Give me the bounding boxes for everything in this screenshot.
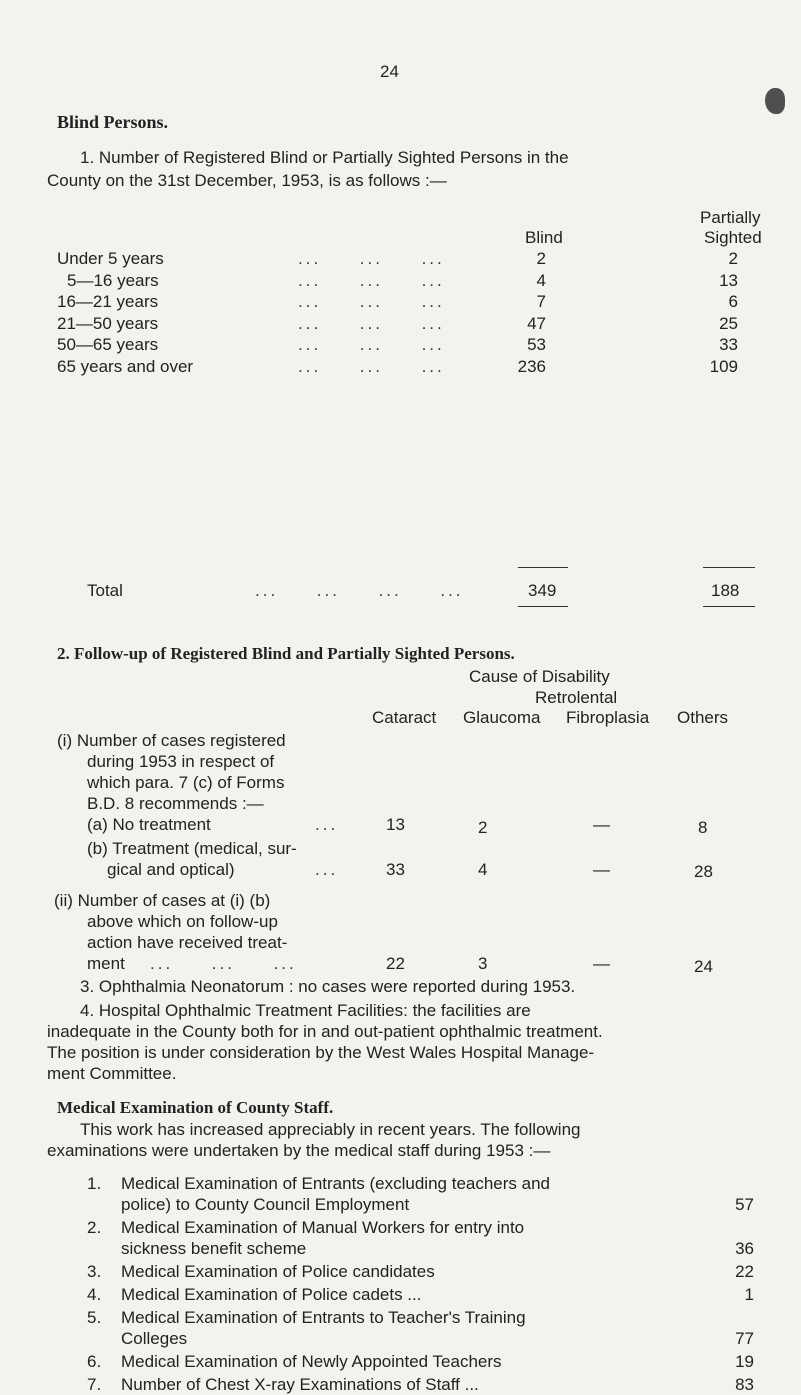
page-number: 24 — [380, 62, 399, 81]
item-value: 36 — [735, 1239, 754, 1258]
partially-sighted-count: 25 — [719, 313, 738, 333]
ii-cataract: 22 — [386, 954, 405, 973]
ii-line-4: ment — [87, 954, 125, 973]
a-glaucoma: 2 — [478, 818, 488, 837]
ii-glaucoma: 3 — [478, 954, 488, 973]
partially-sighted-count: 2 — [728, 249, 738, 268]
ii-leader: ... ... ... — [150, 954, 297, 973]
item-text: Medical Examination of Entrants to Teacher's Training — [121, 1308, 526, 1327]
item-text: Medical Examination of Manual Workers for entry into — [121, 1218, 525, 1237]
item-text: Medical Examination of Newly Appointed Teachers — [121, 1352, 502, 1371]
medical-intro-1: This work has increased appreciably in recent years. The following — [80, 1120, 581, 1139]
item-text: Medical Examination of Entrants (excluding teachers and — [121, 1174, 551, 1193]
item-number: 6. — [87, 1352, 102, 1371]
i-line-3: which para. 7 (c) of Forms — [87, 773, 285, 792]
para-4-line-1: 4. Hospital Ophthalmic Treatment Facilities: the facilities are — [80, 1001, 531, 1020]
ii-fibroplasia: — — [593, 954, 610, 973]
item-number: 3. — [87, 1262, 102, 1281]
a-cataract: 13 — [386, 815, 405, 834]
ii-line-1: (ii) Number of cases at (i) (b) — [54, 891, 271, 910]
col-cataract: Cataract — [372, 708, 437, 727]
cause-heading: Cause of Disability — [469, 667, 610, 686]
col-fibroplasia: Fibroplasia — [566, 708, 650, 727]
medical-intro-2: examinations were undertaken by the medical staff during 1953 :— — [47, 1141, 551, 1160]
item-text: Colleges — [121, 1329, 188, 1348]
b-leader: ... — [315, 860, 339, 879]
para-4-line-2: inadequate in the County both for in and out-patient ophthalmic treatment. — [47, 1022, 603, 1041]
item-number: 7. — [87, 1375, 102, 1394]
item-text: Number of Chest X-ray Examinations of Staff ... — [121, 1375, 479, 1394]
partially-sighted-count: 109 — [709, 356, 738, 376]
age-group-label: Under 5 years — [57, 249, 164, 268]
total-blind: 349 — [528, 581, 557, 600]
partially-sighted-count: 13 — [719, 270, 738, 290]
item-value: 83 — [735, 1375, 754, 1394]
para-4-line-4: ment Committee. — [47, 1064, 177, 1083]
total-rule-bottom-blind — [518, 606, 568, 607]
dot-leader: ... ... ... — [298, 292, 445, 311]
item-number: 4. — [87, 1285, 102, 1304]
a-leader: ... — [315, 815, 339, 834]
para-3: 3. Ophthalmia Neonatorum : no cases were reported during 1953. — [80, 977, 576, 996]
total-rule-top-partial — [703, 567, 755, 568]
dot-leader: ... ... ... — [298, 335, 445, 354]
blind-count: 53 — [527, 335, 546, 354]
total-partial: 188 — [711, 581, 740, 600]
b-cataract: 33 — [386, 860, 405, 879]
b-line-1: (b) Treatment (medical, sur- — [87, 839, 297, 858]
b-others: 28 — [694, 862, 713, 881]
item-number: 1. — [87, 1174, 102, 1193]
col-glaucoma: Glaucoma — [463, 708, 541, 727]
dot-leader: ... ... ... — [298, 356, 445, 376]
a-label: (a) No treatment — [87, 815, 211, 834]
age-group-label: 16—21 years — [57, 292, 159, 311]
dot-leader: ... ... ... — [298, 270, 445, 290]
item-text: Medical Examination of Police cadets ... — [121, 1285, 422, 1304]
item-value: 19 — [735, 1352, 754, 1371]
item-text: police) to County Council Employment — [121, 1195, 410, 1214]
item-text: sickness benefit scheme — [121, 1239, 307, 1258]
blind-count: 7 — [536, 292, 546, 311]
b-fibroplasia: — — [593, 860, 610, 879]
col-others: Others — [677, 708, 729, 727]
i-line-4: B.D. 8 recommends :— — [87, 794, 264, 813]
age-group-label: 5—16 years — [67, 270, 159, 290]
blind-count: 47 — [527, 313, 546, 333]
age-group-label: 65 years and over — [57, 356, 194, 376]
dot-leader: ... ... ... — [298, 249, 445, 268]
col-blind: Blind — [525, 228, 563, 247]
ink-blot — [765, 88, 785, 114]
blind-count: 2 — [536, 249, 546, 268]
i-line-1: (i) Number of cases registered — [57, 731, 286, 750]
item-number: 5. — [87, 1308, 102, 1327]
medical-heading: Medical Examination of County Staff. — [57, 1098, 334, 1117]
blind-count: 4 — [536, 270, 546, 290]
item-value: 1 — [744, 1285, 754, 1304]
item-value: 77 — [735, 1329, 754, 1348]
total-rule-bottom-partial — [703, 606, 755, 607]
blind-count: 236 — [517, 356, 546, 376]
b-line-2: gical and optical) — [107, 860, 235, 879]
ii-others: 24 — [694, 957, 713, 976]
intro-line-1: 1. Number of Registered Blind or Partially Sighted Persons in the — [80, 148, 569, 167]
col-retrolental: Retrolental — [535, 688, 618, 707]
item-value: 22 — [735, 1262, 754, 1281]
item-number: 2. — [87, 1218, 102, 1237]
total-leader: ... ... ... ... — [255, 581, 464, 600]
partially-sighted-count: 33 — [719, 335, 738, 354]
partially-sighted-count: 6 — [728, 292, 738, 311]
item-text: Medical Examination of Police candidates — [121, 1262, 435, 1281]
ii-line-2: above which on follow-up — [87, 912, 278, 931]
age-group-label: 50—65 years — [57, 335, 159, 354]
dot-leader: ... ... ... — [298, 313, 445, 333]
age-group-label: 21—50 years — [57, 313, 159, 333]
col-partially-1: Partially — [700, 208, 761, 227]
col-partially-2: Sighted — [704, 228, 762, 247]
b-glaucoma: 4 — [478, 860, 488, 879]
a-others: 8 — [698, 818, 708, 837]
ii-line-3: action have received treat- — [87, 933, 288, 952]
item-value: 57 — [735, 1195, 754, 1214]
para-4-line-3: The position is under consideration by the West Wales Hospital Manage- — [47, 1043, 595, 1062]
intro-line-2: County on the 31st December, 1953, is as follows :— — [47, 171, 447, 190]
blind-persons-heading: Blind Persons. — [57, 112, 169, 132]
total-rule-top-blind — [518, 567, 568, 568]
a-fibroplasia: — — [593, 815, 610, 834]
follow-up-heading: 2. Follow-up of Registered Blind and Partially Sighted Persons. — [57, 644, 515, 663]
i-line-2: during 1953 in respect of — [87, 752, 275, 771]
total-label: Total — [87, 581, 123, 600]
